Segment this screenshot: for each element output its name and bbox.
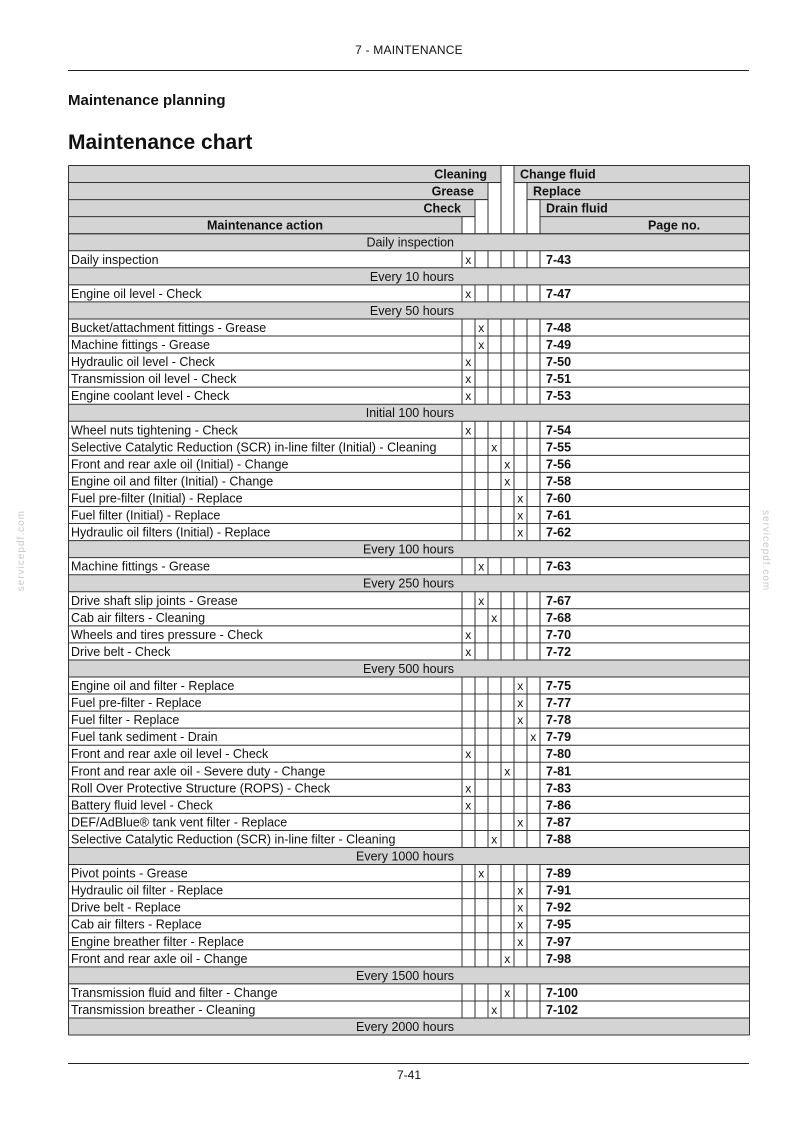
mark-check: x xyxy=(465,389,472,404)
mark-replace: x xyxy=(517,883,524,898)
page-reference: 7-56 xyxy=(546,457,572,472)
page-reference: 7-83 xyxy=(546,781,572,796)
interval-label: Every 100 hours xyxy=(362,542,454,557)
page-reference: 7-50 xyxy=(546,355,572,370)
mark-replace: x xyxy=(517,508,524,523)
page-reference: 7-87 xyxy=(546,815,572,830)
header-check: Check xyxy=(423,201,461,216)
mark-cleaning: x xyxy=(491,610,498,625)
maintenance-chart-table xyxy=(68,165,750,1033)
maintenance-action: Machine fittings - Grease xyxy=(71,338,210,352)
mark-check: x xyxy=(465,286,472,301)
mark-grease: x xyxy=(478,866,485,881)
mark-replace: x xyxy=(517,900,524,915)
mark-check: x xyxy=(465,355,472,370)
mark-check: x xyxy=(465,372,472,387)
header-maintenance-action: Maintenance action xyxy=(207,218,323,233)
mark-change-fluid: x xyxy=(504,985,511,1000)
page-reference: 7-91 xyxy=(546,883,572,898)
maintenance-action: Front and rear axle oil - Change xyxy=(71,951,248,966)
mark-replace: x xyxy=(517,815,524,830)
maintenance-action: Roll Over Protective Structure (ROPS) - Check xyxy=(71,781,331,796)
maintenance-action: Transmission fluid and filter - Change xyxy=(71,985,278,1000)
header-cleaning: Cleaning xyxy=(434,167,487,182)
maintenance-chart-svg xyxy=(68,165,750,1038)
header-page-no: Page no. xyxy=(647,218,701,233)
header-change-fluid: Change fluid xyxy=(520,167,596,182)
maintenance-action: Engine oil and filter - Replace xyxy=(71,679,235,693)
page-reference: 7-54 xyxy=(546,423,572,438)
page-reference: 7-67 xyxy=(546,593,572,608)
maintenance-action: Cab air filters - Replace xyxy=(71,917,202,932)
running-header: 7 - MAINTENANCE xyxy=(355,43,463,57)
page-reference: 7-63 xyxy=(546,559,572,574)
maintenance-action: Front and rear axle oil - Severe duty - Change xyxy=(71,764,326,779)
mark-grease: x xyxy=(478,320,485,335)
maintenance-action: Fuel filter - Replace xyxy=(71,713,180,728)
page-reference: 7-62 xyxy=(546,525,572,540)
page-reference: 7-97 xyxy=(546,934,572,949)
header-mark-cell xyxy=(489,183,501,233)
maintenance-action: Wheels and tires pressure - Check xyxy=(71,627,263,642)
header-mark-cell xyxy=(528,200,540,233)
mark-replace: x xyxy=(517,696,524,711)
page-reference: 7-53 xyxy=(546,389,572,404)
header-mark-cell xyxy=(463,217,475,233)
maintenance-action: DEF/AdBlue® tank vent filter - Replace xyxy=(71,815,288,830)
page-reference: 7-68 xyxy=(546,610,572,625)
page-reference: 7-72 xyxy=(546,644,572,659)
maintenance-action: Selective Catalytic Reduction (SCR) in-line filter (Initial) - Cleaning xyxy=(71,440,437,455)
page-reference: 7-95 xyxy=(546,917,572,932)
maintenance-action: Engine breather filter - Replace xyxy=(71,934,245,949)
page-reference: 7-51 xyxy=(546,372,572,387)
mark-replace: x xyxy=(517,525,524,540)
mark-cleaning: x xyxy=(491,1002,498,1017)
page-reference: 7-89 xyxy=(546,866,572,881)
interval-label: Every 2000 hours xyxy=(356,1020,454,1034)
mark-check: x xyxy=(465,627,472,642)
maintenance-action: Front and rear axle oil (Initial) - Change xyxy=(71,457,289,472)
mark-change-fluid: x xyxy=(504,951,511,966)
mark-replace: x xyxy=(517,713,524,728)
page-reference: 7-48 xyxy=(546,320,572,335)
page-reference: 7-79 xyxy=(546,730,572,745)
page-reference: 7-60 xyxy=(546,491,572,506)
header-rule xyxy=(68,70,749,71)
header-replace: Replace xyxy=(533,184,581,199)
page-reference: 7-55 xyxy=(546,440,572,455)
maintenance-action: Selective Catalytic Reduction (SCR) in-line filter - Cleaning xyxy=(71,832,396,847)
page-reference: 7-102 xyxy=(546,1002,578,1017)
mark-drain-fluid: x xyxy=(530,730,537,745)
mark-check: x xyxy=(465,644,472,659)
page-reference: 7-78 xyxy=(546,713,572,728)
maintenance-action: Drive belt - Check xyxy=(71,644,171,659)
header-grease: Grease xyxy=(431,184,474,199)
maintenance-action: Fuel filter (Initial) - Replace xyxy=(71,508,221,523)
page-reference: 7-49 xyxy=(546,338,572,352)
page-reference: 7-43 xyxy=(546,252,572,267)
maintenance-action: Hydraulic oil level - Check xyxy=(71,355,215,370)
mark-check: x xyxy=(465,423,472,438)
interval-label: Every 10 hours xyxy=(369,269,454,284)
footer-rule xyxy=(68,1063,749,1064)
mark-cleaning: x xyxy=(491,832,498,847)
maintenance-action: Hydraulic oil filter - Replace xyxy=(71,883,224,898)
mark-change-fluid: x xyxy=(504,474,511,489)
maintenance-action: Battery fluid level - Check xyxy=(71,798,213,813)
maintenance-action: Drive belt - Replace xyxy=(71,900,181,915)
mark-change-fluid: x xyxy=(504,764,511,779)
maintenance-action: Bucket/attachment fittings - Grease xyxy=(71,320,267,335)
page-reference: 7-100 xyxy=(546,985,578,1000)
mark-replace: x xyxy=(517,934,524,949)
header-mark-cell xyxy=(515,183,527,233)
mark-grease: x xyxy=(478,559,485,574)
mark-replace: x xyxy=(517,491,524,506)
page-reference: 7-92 xyxy=(546,900,572,915)
page-reference: 7-98 xyxy=(546,951,572,966)
page-reference: 7-75 xyxy=(546,679,572,693)
maintenance-action: Fuel tank sediment - Drain xyxy=(71,730,218,745)
mark-check: x xyxy=(465,747,472,762)
maintenance-action: Engine oil and filter (Initial) - Change xyxy=(71,474,274,489)
maintenance-action: Cab air filters - Cleaning xyxy=(71,610,206,625)
interval-label: Every 1000 hours xyxy=(356,849,454,864)
header-mark-cell xyxy=(502,166,514,233)
maintenance-action: Daily inspection xyxy=(71,252,159,267)
maintenance-action: Fuel pre-filter (Initial) - Replace xyxy=(71,491,243,506)
maintenance-action: Transmission oil level - Check xyxy=(71,372,237,387)
page-reference: 7-80 xyxy=(546,747,572,762)
mark-cleaning: x xyxy=(491,440,498,455)
watermark-right: servicepdf.com xyxy=(760,510,771,592)
page-reference: 7-47 xyxy=(546,286,572,301)
page-reference: 7-88 xyxy=(546,832,572,847)
mark-change-fluid: x xyxy=(504,457,511,472)
page-reference: 7-70 xyxy=(546,627,572,642)
maintenance-action: Hydraulic oil filters (Initial) - Replace xyxy=(71,525,271,540)
maintenance-action: Transmission breather - Cleaning xyxy=(71,1002,256,1017)
maintenance-action: Engine oil level - Check xyxy=(71,286,202,301)
chart-title: Maintenance chart xyxy=(68,131,253,154)
header-mark-cell xyxy=(476,200,488,233)
mark-grease: x xyxy=(478,338,485,352)
mark-grease: x xyxy=(478,593,485,608)
page-reference: 7-86 xyxy=(546,798,572,813)
interval-label: Daily inspection xyxy=(366,235,454,250)
page-reference: 7-61 xyxy=(546,508,572,523)
interval-label: Initial 100 hours xyxy=(365,406,454,421)
page-reference: 7-81 xyxy=(546,764,572,779)
maintenance-action: Engine coolant level - Check xyxy=(71,389,230,404)
maintenance-action: Fuel pre-filter - Replace xyxy=(71,696,202,711)
maintenance-action: Pivot points - Grease xyxy=(71,866,188,881)
interval-label: Every 250 hours xyxy=(362,576,454,591)
mark-replace: x xyxy=(517,679,524,693)
interval-label: Every 50 hours xyxy=(369,303,454,318)
watermark-left: servicepdf.com xyxy=(16,510,27,592)
maintenance-action: Drive shaft slip joints - Grease xyxy=(71,593,238,608)
interval-label: Every 1500 hours xyxy=(356,968,454,983)
page-reference: 7-58 xyxy=(546,474,572,489)
header-drain-fluid: Drain fluid xyxy=(546,201,608,216)
maintenance-action: Front and rear axle oil level - Check xyxy=(71,747,269,762)
interval-label: Every 500 hours xyxy=(362,661,454,676)
mark-check: x xyxy=(465,798,472,813)
section-title: Maintenance planning xyxy=(68,92,226,109)
page-number: 7-41 xyxy=(396,1068,422,1082)
mark-replace: x xyxy=(517,917,524,932)
maintenance-action: Wheel nuts tightening - Check xyxy=(71,423,238,438)
maintenance-action: Machine fittings - Grease xyxy=(71,559,210,574)
mark-check: x xyxy=(465,781,472,796)
page-reference: 7-77 xyxy=(546,696,572,711)
mark-check: x xyxy=(465,252,472,267)
